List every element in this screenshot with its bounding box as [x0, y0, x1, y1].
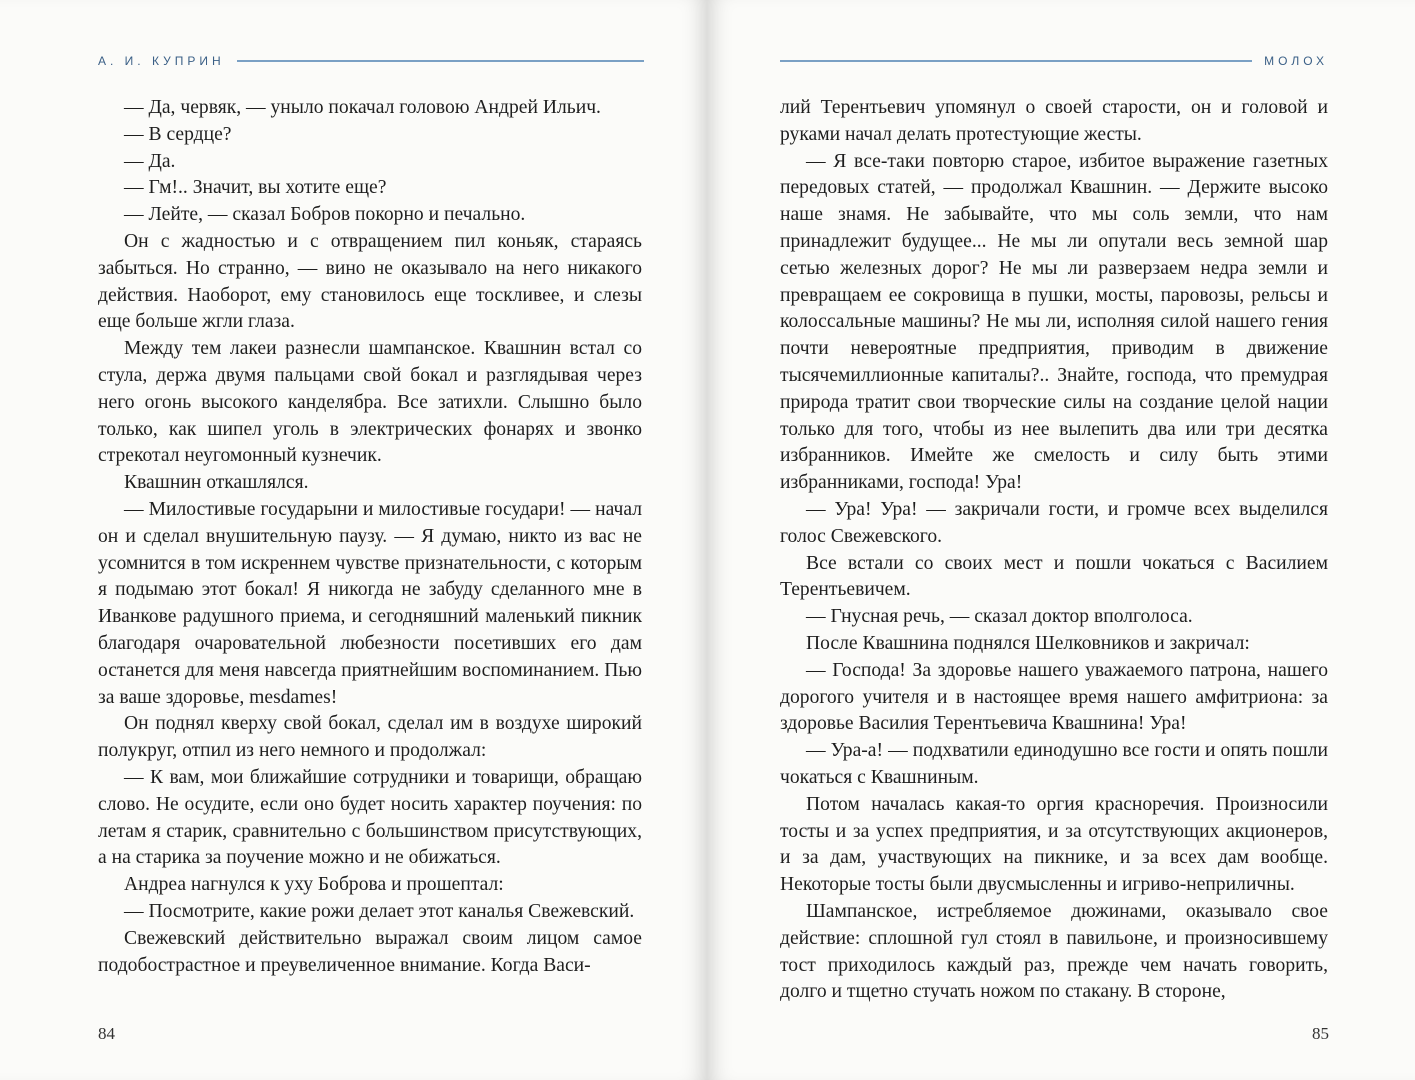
left-running-header	[98, 52, 644, 70]
paragraph: Между тем лакеи разнесли шампанское. Квашнин встал со стула, держа двумя пальцами свой бокал и разглядывая через него огонь высокого канделябра. Все затихли. Слышно было только, как шипел уголь в электрических фонарях и звонко стрекотал неугомонный кузнечик.	[98, 338, 642, 467]
paragraph: Квашнин откашлялся.	[124, 472, 309, 494]
paragraph: — Да.	[124, 150, 176, 172]
paragraph: — В сердце?	[124, 123, 232, 145]
header-rule	[780, 60, 1252, 62]
paragraph: — Да, червяк, — уныло покачал головою Андрей Ильич.	[124, 97, 601, 118]
paragraph: — Лейте, — сказал Бобров покорно и печально.	[124, 204, 526, 226]
header-rule	[237, 60, 644, 62]
right-page-text	[780, 95, 1328, 1006]
right-page	[707, 0, 1415, 1080]
left-page	[0, 0, 707, 1080]
paragraph: После Квашнина поднялся Шелковников и закричал:	[806, 632, 1250, 654]
paragraph: Все встали со своих мест и пошли чокаться с Василием Терентьевичем.	[780, 552, 1328, 601]
page-number: 85	[1312, 1024, 1329, 1043]
paragraph: Шампанское, истребляемое дюжинами, оказывало свое действие: сплошной гул стоял в павильоне, и произносившему тост приходилось каждый раз, прежде чем начать говорить, долго и тщетно стучать ножом по стакану. В стороне,	[780, 900, 1328, 1003]
left-page-text	[98, 95, 642, 979]
paragraph: Андреа нагнулся к уху Боброва и прошептал:	[124, 874, 504, 896]
paragraph-continued: лий Терентьевич упомянул о своей старости, он и головой и руками начал делать протестующие жесты.	[780, 97, 1328, 145]
paragraph: — Гнусная речь, — сказал доктор вполголоса.	[806, 606, 1193, 628]
paragraph: — К вам, мои ближайшие сотрудники и товарищи, обращаю слово. Не осудите, если оно будет носить характер поучения: по летам я старик, сравнительно с большинством присутствующих, а на старика за поучение можно и не обижаться.	[98, 766, 642, 869]
page-number: 84	[98, 1024, 115, 1043]
title-running-head: МОЛОХ	[1264, 54, 1328, 68]
paragraph: — Гм!.. Значит, вы хотите еще?	[124, 177, 387, 199]
paragraph: — Я все-таки повторю старое, избитое выражение газетных передовых статей, — продолжал Квашнин. — Держите высоко наше знамя. Не забывайте, что мы соль земли, что нам принадлежит будущее... Не мы ли опутали весь земной шар сетью железных дорог? Не мы ли разверзаем недра земли и превращаем ее сокровища в пушки, мосты, паровозы, рельсы и колоссальные машины? Не мы ли, исполняя силой нашего гения почти невероятные предприятия, приводим в движение тысячемиллионные капиталы?.. Знайте, господа, что премудрая природа тратит свои творческие силы на создание целой нации только для того, чтобы из нее вылепить два или три десятка избранников. Имейте же смелость и силу быть этими избранниками, господа! Ура!	[780, 150, 1328, 494]
author-running-head: А. И. КУПРИН	[98, 54, 225, 68]
paragraph: Он с жадностью и с отвращением пил коньяк, стараясь забыться. Но странно, — вино не оказывало на него никакого действия. Наоборот, ему становилось еще тоскливее, и слезы еще больше жгли глаза.	[98, 230, 642, 333]
paragraph: — Милостивые государыни и милостивые государи! — начал он и сделал внушительную паузу. — Я думаю, никто из вас не усомнится в том искреннем чувстве признательности, с которым я подымаю этот бокал! Я никогда не забуду сделанного мне в Иванкове радушного приема, и сегодняшний маленький пикник благодаря очаровательной любезности посетивших его дам останется для меня навсегда приятнейшим воспоминанием. Пью за ваше здоровье, mesdames!	[98, 498, 642, 708]
paragraph: — Посмотрите, какие рожи делает этот каналья Свежевский.	[124, 900, 635, 922]
paragraph: Свежевский действительно выражал своим лицом самое подобострастное и преувеличенное внимание. Когда Васи-	[98, 927, 642, 976]
paragraph: Потом началась какая-то оргия красноречия. Произносили тосты и за успех предприятия, и за отсутствующих акционеров, и за дам, участвующих на пикнике, и за всех дам вообще. Некоторые тосты были двусмысленны и игриво-неприличны.	[780, 793, 1328, 896]
paragraph: — Ура-а! — подхватили единодушно все гости и опять пошли чокаться с Квашниным.	[780, 740, 1328, 788]
paragraph: — Господа! За здоровье нашего уважаемого патрона, нашего дорогого учителя и в настоящее время нашего амфитриона: за здоровье Василия Терентьевича Квашнина! Ура!	[780, 659, 1328, 735]
paragraph: Он поднял кверху свой бокал, сделал им в воздухе широкий полукруг, отпил из него немного и продолжал:	[98, 713, 642, 762]
right-running-header	[780, 52, 1328, 70]
paragraph: — Ура! Ура! — закричали гости, и громче всех выделился голос Свежевского.	[780, 498, 1328, 547]
